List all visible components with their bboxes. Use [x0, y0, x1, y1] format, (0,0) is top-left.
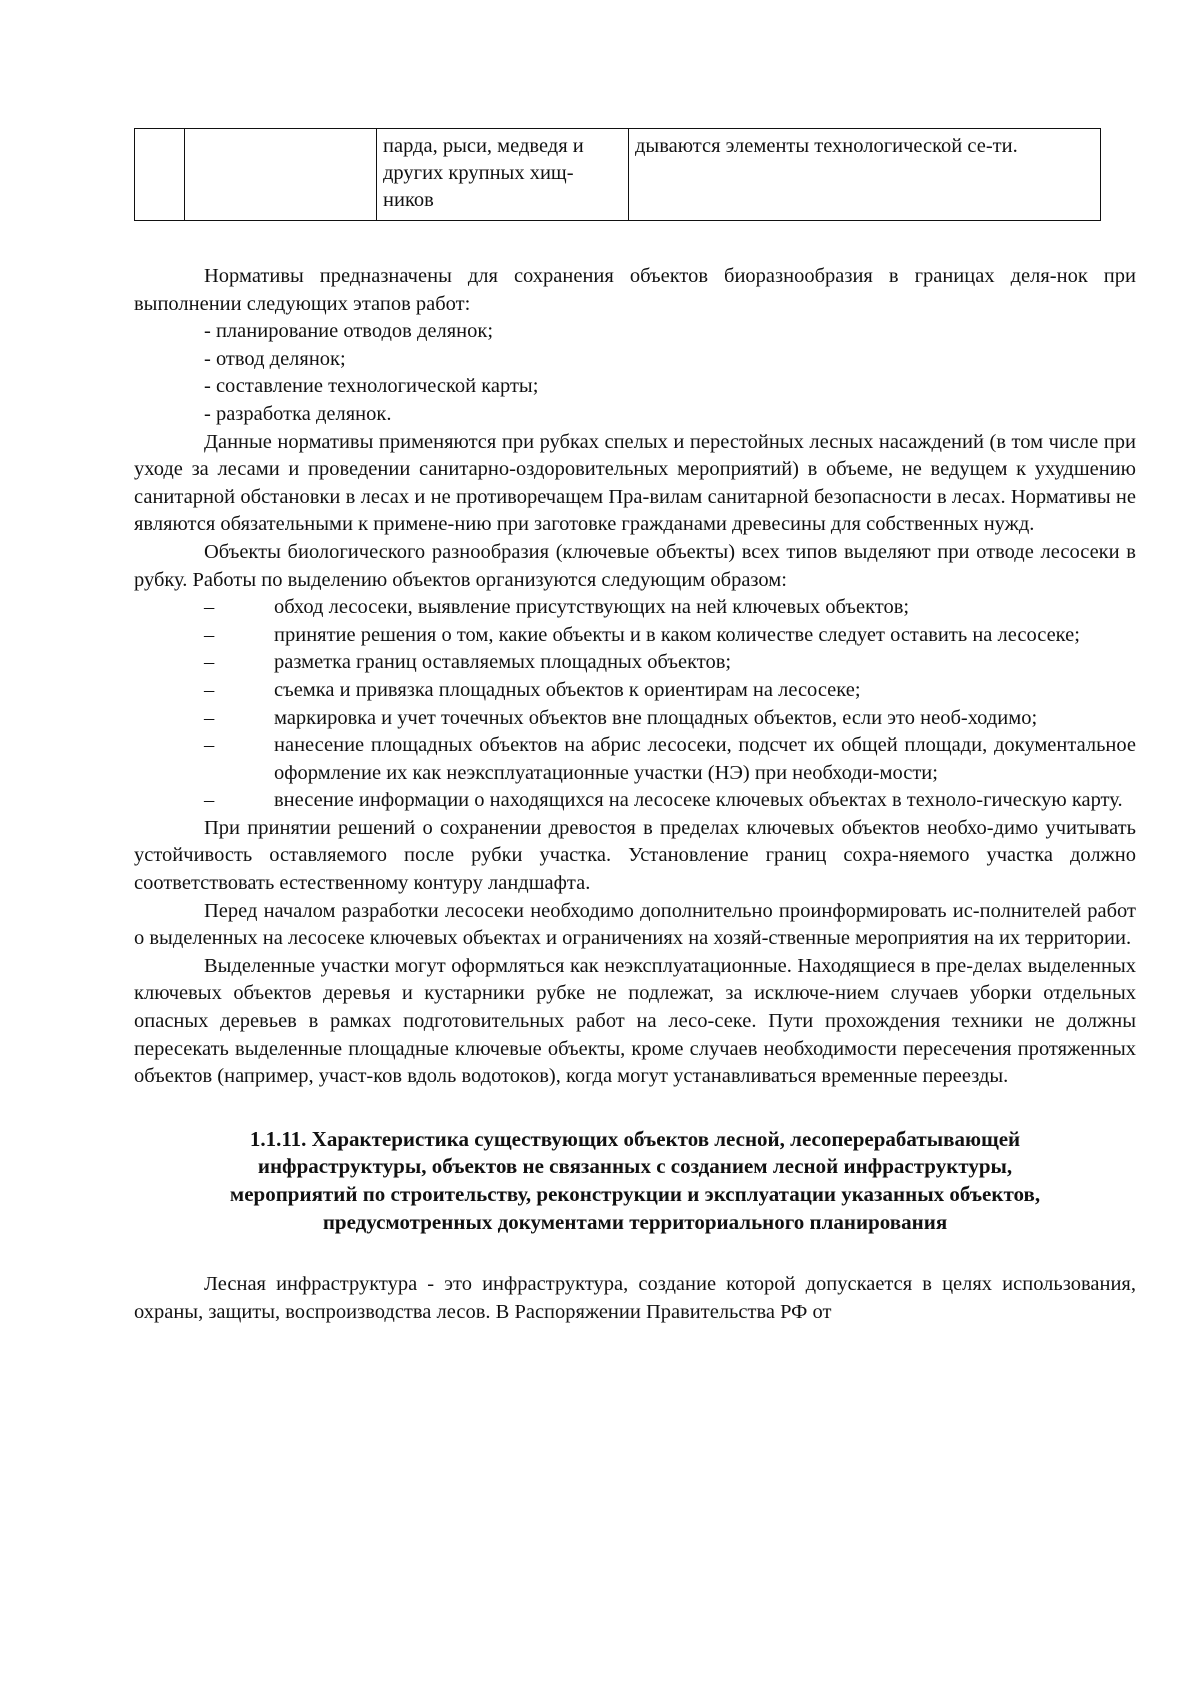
paragraph: При принятии решений о сохранении древостоя в пределах ключевых объектов необхо-димо учитывать устойчивость оставляемого после рубки участка. Установление границ сохра-няемого участка должно соответствовать естественному контуру ландшафта. [134, 816, 1136, 895]
list-item: - составление технологической карты; [204, 375, 539, 398]
list-marker: – [204, 734, 215, 757]
list-item-text: съемка и привязка площадных объектов к ориентирам на лесосеке; [274, 678, 861, 701]
list-item [204, 622, 1136, 650]
paragraph: Выделенные участки могут оформляться как неэксплуатационные. Находящиеся в пре-делах выделенных ключевых объектов деревья и кустарники рубке не подлежат, за исключе-нием случаев уборки отдельных опасных деревьев в рамках подготовительных работ на лесо-секе. Пути прохождения техники не должны пересекать выделенные площадные ключевые объекты, кроме случаев необходимости пересечения протяженных объектов (например, участ-ков вдоль водотоков), когда могут устанавливаться временные переезды. [134, 954, 1136, 1088]
list-item [204, 649, 1136, 677]
list-item-text: маркировка и учет точечных объектов вне площадных объектов, если это необ-ходимо; [274, 706, 1038, 729]
list-item [204, 677, 1136, 705]
list-item [204, 594, 1136, 622]
list-marker: – [204, 706, 215, 729]
list-item [204, 732, 1136, 787]
paragraph: Объекты биологического разнообразия (ключевые объекты) всех типов выделяют при отводе лесосеки в рубку. Работы по выделению объектов организуются следующим образом: [134, 540, 1136, 591]
section-heading: 1.1.11. Характеристика существующих объектов лесной, лесоперерабатывающей инфраструктуры, объектов не связанных с созданием лесной инфраструктуры, мероприятий по строительству, реконструкции и эксплуатации указанных объектов, предусмотренных документами территориального планирования [229, 1126, 1041, 1234]
list-item-text: разметка границ оставляемых площадных объектов; [274, 651, 732, 674]
table-cell [135, 129, 185, 221]
list-item [204, 787, 1136, 815]
list-marker: – [204, 623, 215, 646]
table-row [135, 129, 1101, 221]
list-marker: – [204, 789, 215, 812]
list-item-text: нанесение площадных объектов на абрис лесосеки, подсчет их общей площади, документальное оформление их как неэксплуатационные участки (НЭ) при необходи-мости; [274, 734, 1136, 784]
body-text [134, 263, 1136, 1326]
paragraph: Перед началом разработки лесосеки необходимо дополнительно проинформировать ис-полнителей работ о выделенных на лесосеке ключевых объектах и ограничениях на хозяй-ственные мероприятия на их территории. [134, 899, 1136, 950]
list-item: - разработка делянок. [204, 402, 392, 425]
table-cell: парда, рыси, медведя и других крупных хищ-ников [377, 129, 629, 221]
paragraph: Лесная инфраструктура - это инфраструктура, создание которой допускается в целях использования, охраны, защиты, воспроизводства лесов. В Распоряжении Правительства РФ от [134, 1273, 1136, 1323]
list-marker: – [204, 596, 215, 619]
paragraph: Данные нормативы применяются при рубках спелых и перестойных лесных насаждений (в том числе при уходе за лесами и проведении санитарно-оздоровительных мероприятий) в объеме, не ведущем к ухудшению санитарной обстановки в лесах и не противоречащем Пра-вилам санитарной безопасности в лесах. Нормативы не являются обязательными к примене-нию при заготовке гражданами древесины для собственных нужд. [134, 430, 1136, 536]
paragraph: Нормативы предназначены для сохранения объектов биоразнообразия в границах деля-нок при выполнении следующих этапов работ: [134, 265, 1136, 315]
list-item: - планирование отводов делянок; [204, 320, 494, 343]
table-cell [185, 129, 377, 221]
list-item-text: внесение информации о находящихся на лесосеке ключевых объектах в техноло-гическую карту. [274, 789, 1123, 812]
list-marker: – [204, 678, 215, 701]
list-item-text: обход лесосеки, выявление присутствующих на ней ключевых объектов; [274, 596, 910, 619]
list-marker: – [204, 651, 215, 674]
list-item: - отвод делянок; [204, 347, 346, 370]
continued-table [134, 128, 1101, 221]
table-cell: дываются элементы технологической се-ти. [629, 129, 1101, 221]
list-item-text: принятие решения о том, какие объекты и в каком количестве следует оставить на лесосеке; [274, 623, 1080, 646]
list-item [204, 705, 1136, 733]
